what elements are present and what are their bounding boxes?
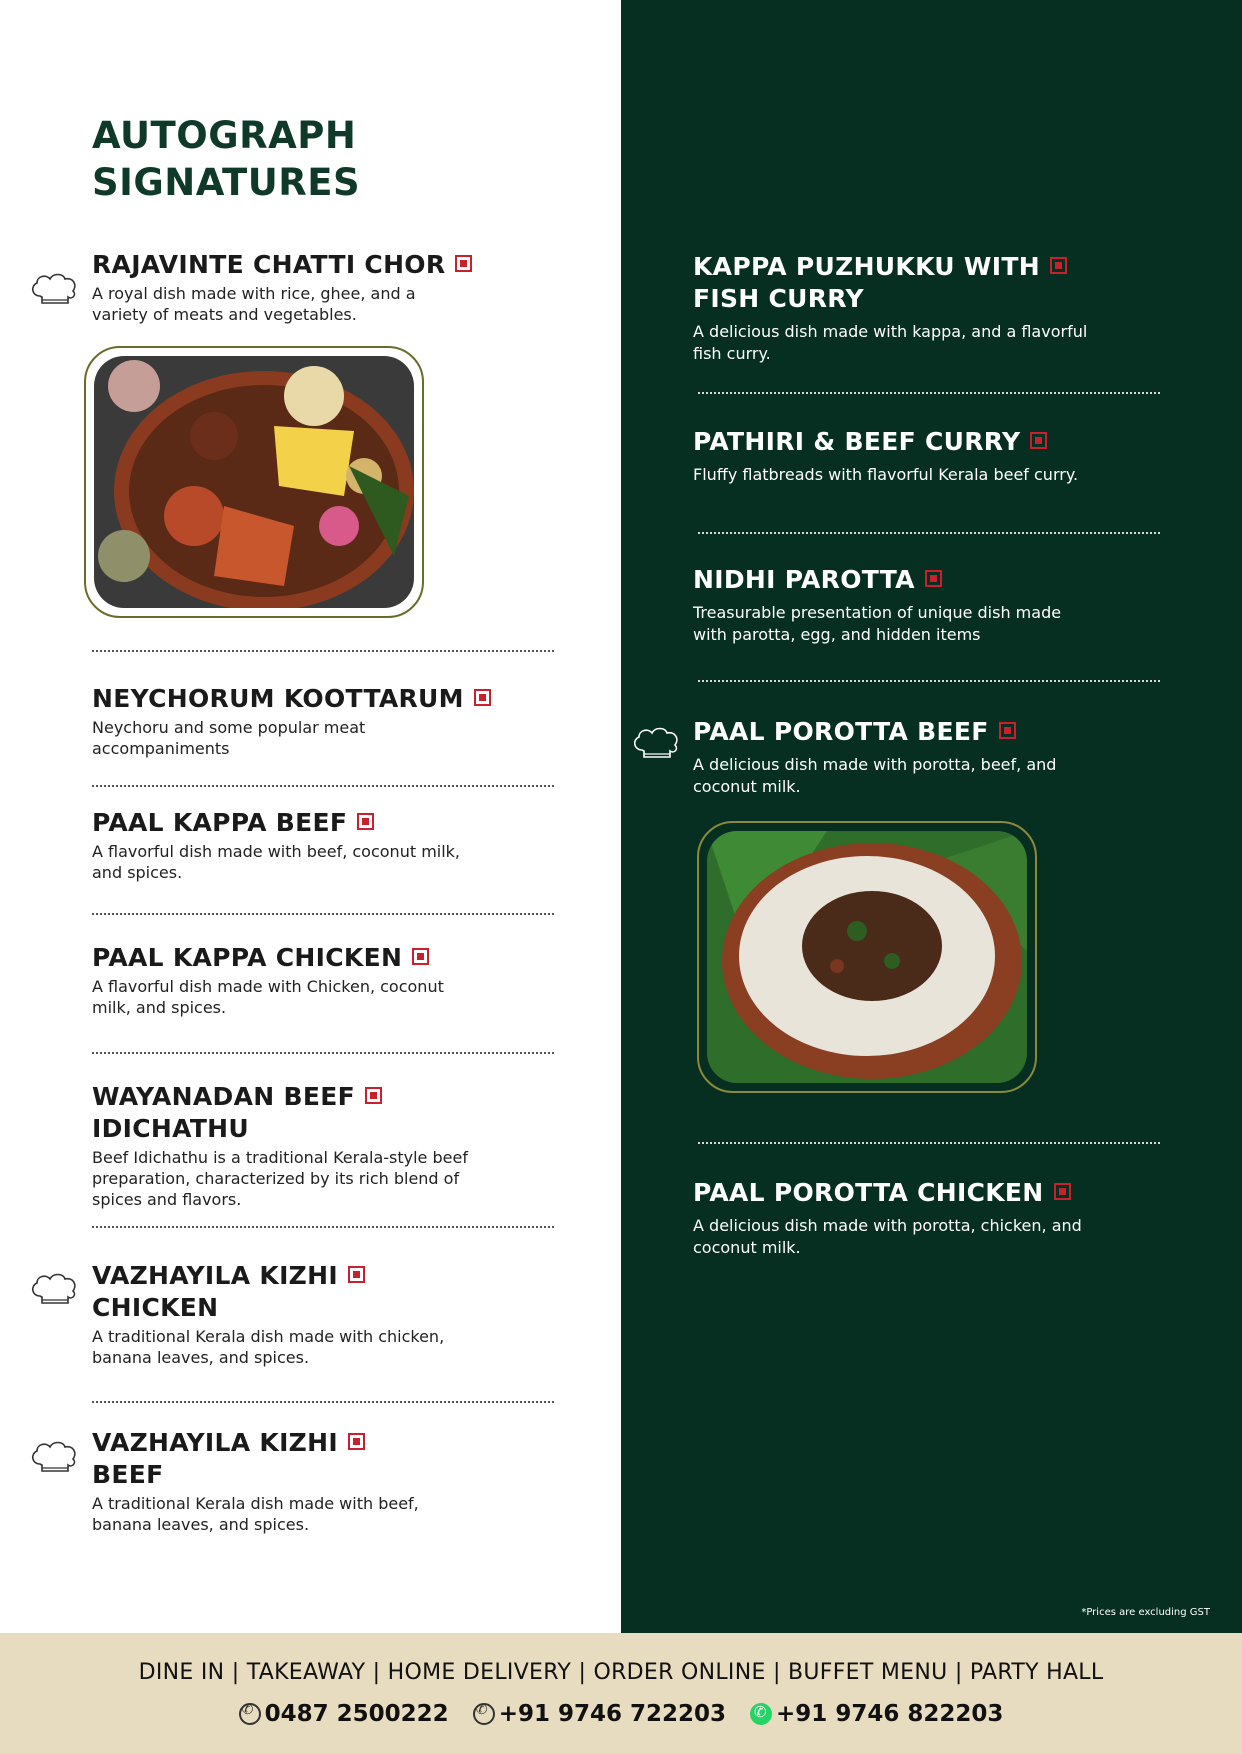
- separator: [92, 1226, 554, 1228]
- item-description: A royal dish made with rice, ghee, and a variety of meats and vegetables.: [92, 284, 416, 324]
- item-name: PAAL POROTTA CHICKEN: [693, 1177, 1173, 1209]
- item-description: Treasurable presentation of unique dish made with parotta, egg, and hidden items: [693, 603, 1062, 644]
- whatsapp-contact[interactable]: ✆ +91 9746 822203: [750, 1701, 1003, 1727]
- whatsapp-icon: [750, 1703, 772, 1725]
- item-description: A traditional Kerala dish made with chicken, banana leaves, and spices.: [92, 1327, 445, 1367]
- chef-hat-icon: [28, 1438, 80, 1478]
- non-veg-mark-icon: [348, 1433, 365, 1450]
- chef-hat-icon: [630, 724, 682, 764]
- chef-hat-icon: [28, 270, 80, 310]
- section-title-line1: AUTOGRAPH: [92, 114, 357, 157]
- item-description: A delicious dish made with porotta, chicken, and coconut milk.: [693, 1216, 1082, 1257]
- menu-item: [92, 683, 552, 759]
- dish-photo-paal-porotta-beef: [707, 831, 1027, 1083]
- item-description: Neychoru and some popular meat accompaniments: [92, 718, 366, 758]
- non-veg-mark-icon: [1054, 1183, 1071, 1200]
- menu-item: [92, 249, 552, 325]
- non-veg-mark-icon: [1030, 432, 1047, 449]
- separator: [92, 785, 554, 787]
- right-panel: [621, 0, 1242, 1633]
- item-description: A delicious dish made with porotta, beef, and coconut milk.: [693, 755, 1057, 796]
- item-name: RAJAVINTE CHATTI CHOR: [92, 249, 552, 281]
- non-veg-mark-icon: [357, 813, 374, 830]
- phone-icon: [473, 1703, 495, 1725]
- item-name: VAZHAYILA KIZHI BEEF: [92, 1427, 552, 1491]
- menu-item: [693, 251, 1173, 365]
- item-name: PAAL KAPPA CHICKEN: [92, 942, 552, 974]
- item-description: A traditional Kerala dish made with beef, banana leaves, and spices.: [92, 1494, 419, 1534]
- menu-item: [92, 1081, 552, 1210]
- item-description: A flavorful dish made with beef, coconut milk, and spices.: [92, 842, 461, 882]
- item-name: WAYANADAN BEEF IDICHATHU: [92, 1081, 552, 1145]
- non-veg-mark-icon: [999, 722, 1016, 739]
- non-veg-mark-icon: [925, 570, 942, 587]
- non-veg-mark-icon: [455, 255, 472, 272]
- footer-bar: [0, 1633, 1242, 1754]
- chef-hat-icon: [28, 1270, 80, 1310]
- item-name: KAPPA PUZHUKKU WITH FISH CURRY: [693, 251, 1173, 315]
- price-note: *Prices are excluding GST: [1081, 1607, 1210, 1618]
- menu-item: [693, 1177, 1173, 1259]
- item-name: PAAL POROTTA BEEF: [693, 716, 1173, 748]
- item-description: A flavorful dish made with Chicken, coconut milk, and spices.: [92, 977, 444, 1017]
- section-title: [92, 112, 360, 206]
- non-veg-mark-icon: [348, 1266, 365, 1283]
- menu-item: [92, 1260, 552, 1368]
- item-name: PATHIRI & BEEF CURRY: [693, 426, 1173, 458]
- item-name: NEYCHORUM KOOTTARUM: [92, 683, 552, 715]
- menu-item: [693, 564, 1173, 646]
- item-name: PAAL KAPPA BEEF: [92, 807, 552, 839]
- separator: [698, 392, 1160, 394]
- services-line: DINE IN | TAKEAWAY | HOME DELIVERY | ORDER ONLINE | BUFFET MENU | PARTY HALL: [138, 1660, 1104, 1685]
- menu-item: [92, 1427, 552, 1535]
- non-veg-mark-icon: [412, 948, 429, 965]
- separator: [92, 1052, 554, 1054]
- contact-line: [0, 1701, 1242, 1731]
- menu-item: [693, 426, 1173, 486]
- non-veg-mark-icon: [1050, 257, 1067, 274]
- separator: [92, 1401, 554, 1403]
- section-title-line2: SIGNATURES: [92, 161, 361, 204]
- item-description: Beef Idichathu is a traditional Kerala-style beef preparation, characterized by its rich blend of spices and flavors.: [92, 1148, 468, 1209]
- separator: [92, 650, 554, 652]
- item-description: Fluffy flatbreads with flavorful Kerala beef curry.: [693, 465, 1079, 484]
- separator: [698, 1142, 1160, 1144]
- menu-item: [92, 807, 552, 883]
- item-name: VAZHAYILA KIZHI CHICKEN: [92, 1260, 552, 1324]
- dish-photo-chatti-chor: [94, 356, 414, 608]
- phone-contact[interactable]: ✆ 0487 2500222: [239, 1701, 449, 1727]
- menu-item: [693, 716, 1173, 798]
- menu-item: [92, 942, 552, 1018]
- phone-icon: [239, 1703, 261, 1725]
- non-veg-mark-icon: [365, 1087, 382, 1104]
- separator: [698, 532, 1160, 534]
- phone-contact[interactable]: ✆ +91 9746 722203: [473, 1701, 726, 1727]
- dish-photo-frame: [697, 821, 1037, 1093]
- separator: [92, 913, 554, 915]
- separator: [698, 680, 1160, 682]
- non-veg-mark-icon: [474, 689, 491, 706]
- item-description: A delicious dish made with kappa, and a flavorful fish curry.: [693, 322, 1088, 363]
- item-name: NIDHI PAROTTA: [693, 564, 1173, 596]
- dish-photo-frame: [84, 346, 424, 618]
